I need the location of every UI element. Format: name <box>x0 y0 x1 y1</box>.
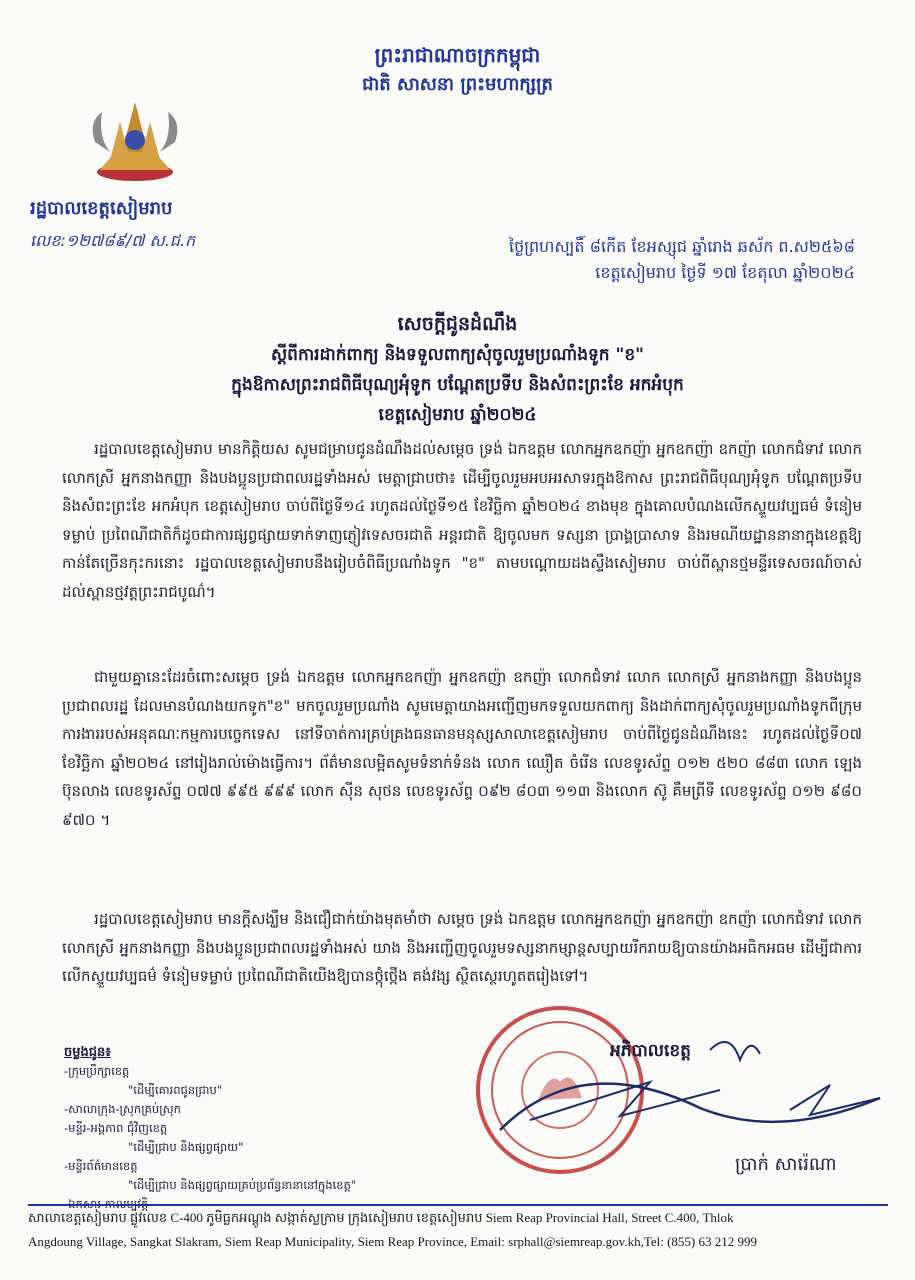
recipient-note: "ដើម្បីជ្រាប និងផ្សព្វផ្សាយ" <box>128 1140 244 1154</box>
footer-divider <box>28 1204 888 1206</box>
national-motto: ជាតិ សាសនា ព្រះមហាក្សត្រ <box>362 74 553 95</box>
governor-title: អភិបាលខេត្ត <box>610 1041 691 1061</box>
recipients-heading: ចម្លងជូន៖ <box>64 1045 111 1060</box>
subject-line-2: ក្នុងឱកាសព្រះរាជពិធីបុណ្យអុំទូក បណ្តែតប្រទីប និងសំពះព្រះខែ អកអំបុក <box>231 375 684 395</box>
lunar-date: ថ្ងៃព្រហស្បតិ៍ ៨កើត ខែអស្សុជ ឆ្នាំរោង ឆស័ក ព.ស២៥៦៨ <box>509 237 855 256</box>
signer-name: ប្រាក់ សារ៉េណា <box>735 1154 837 1175</box>
body-paragraph-3: រដ្ឋបាលខេត្តសៀមរាប មានក្តីសង្ឃឹម និងជឿជាក់យ៉ាងមុតមាំថា សម្តេច ទ្រង់ ឯកឧត្តម លោកអ្នកឧកញ៉ា អ្នកឧកញ៉ា ឧកញ៉ា លោកជំទាវ លោក លោកស្រី អ្នកនាងកញ្ញា និងបងប្អូនប្រជាពលរដ្ឋទាំងអស់ យាង និងអញ្ជើញចូលរួមទស្សនាកម្សាន្តសប្បាយរីករាយឱ្យបានយ៉ាងអធិកអធម ដើម្បីជាការលើកស្ទួយវប្បធម៌ ទំនៀមទម្លាប់ ប្រពៃណីជាតិយើងឱ្យបានថ្កុំថ្កើង គង់វង្ស ស្ថិតស្ថេរហូតតរៀងទៅ។ <box>62 910 862 985</box>
recipients-list <box>64 1062 356 1214</box>
subject-line-1: ស្តីពីការដាក់ពាក្យ និងទទួលពាក្យសុំចូលរួមប្រណាំងទូក "ខ" <box>270 345 645 365</box>
recipient-item: -មន្ទីរព័ត៌មានខេត្ត <box>64 1159 138 1173</box>
recipient-note: "ដើម្បីគោរពជូនជ្រាប" <box>128 1083 223 1097</box>
recipient-item: -សាលាក្រុង-ស្រុកគ្រប់ស្រុក <box>64 1102 181 1116</box>
provincial-emblem-icon <box>80 82 190 192</box>
footer-address-line-1: សាលាខេត្តសៀមរាប ផ្លូវលេខ C-400 ភូមិធ្លកអណ្តូង សង្កាត់ស្លក្រាម ក្រុងសៀមរាប ខេត្តសៀមរាប Siem Reap Provincial Hall, Street C.400, Thlok <box>28 1210 734 1225</box>
recipient-item: -មន្ទីរ-អង្គភាព ជុំវិញខេត្ត <box>64 1121 168 1135</box>
body-paragraph-2: ជាមួយគ្នានេះដែរចំពោះសម្តេច ទ្រង់ ឯកឧត្តម លោកអ្នកឧកញ៉ា អ្នកឧកញ៉ា ឧកញ៉ា លោកជំទាវ លោក លោកស្រី អ្នកនាងកញ្ញា និងបងប្អូនប្រជាពលរដ្ឋ ដែលមានបំណងយកទូក"ខ" មកចូលរួមប្រណាំង សូមមេត្តាយាងអញ្ជើញមកទទួលយកពាក្យ និងដាក់ពាក្យសុំចូលរួមប្រណាំងទូកពីក្រុមការងាររបស់អនុគណៈកម្មការបច្ចេកទេស នៅទីចាត់ការគ្រប់គ្រងធនធានមនុស្សសាលាខេត្តសៀមរាប ចាប់ពីថ្ងៃជូនដំណឹងនេះ រហូតដល់ថ្ងៃទី០៧ ខែវិច្ឆិកា ឆ្នាំ២០២៤ នៅរៀងរាល់ម៉ោងធ្វើការ។ ព័ត៌មានលម្អិតសូមទំនាក់ទំនង លោក ឈឿត ចំរើន លេខទូរស័ព្ទ ០១២ ៥២០ ៨៨៣ លោក ឡេង ប៊ុនលាង លេខទូរស័ព្ទ ០៧៧ ៩៩៥ ៩៩៩ លោក ស៊ីន សុថន លេខទូរស័ព្ទ ០៩២ ៨០៣ ១១៣ និងលោក ស៊ូ គឹមព្រីទី លេខទូរស័ព្ទ ០១២ ៩៨០ ៩៧០ ។ <box>62 668 862 829</box>
subject-line-3: ខេត្តសៀមរាប ឆ្នាំ២០២៤ <box>378 405 537 425</box>
issuer-name: រដ្ឋបាលខេត្តសៀមរាប <box>30 198 173 219</box>
document-title: សេចក្តីជូនដំណឹង <box>397 313 518 335</box>
footer-address-line-2: Angdoung Village, Sangkat Slakram, Siem Reap Municipality, Siem Reap Province, Email: srphall@siemreap.gov.kh,Tel: (855) 63 212 999 <box>28 1234 758 1249</box>
kingdom-heading: ព្រះរាជាណាចក្រកម្ពុជា <box>374 43 541 67</box>
recipient-item: -ក្រុមប្រឹក្សាខេត្ត <box>64 1064 130 1078</box>
official-stamp-icon <box>460 990 910 1190</box>
reference-number: លេខ:១២៧៨៩/៧ ស.ជ.ក <box>30 231 196 250</box>
body-paragraph-1: រដ្ឋបាលខេត្តសៀមរាប មានកិត្តិយស សូមជម្រាបជូនដំណឹងដល់សម្តេច ទ្រង់ ឯកឧត្តម លោកអ្នកឧកញ៉ា អ្នកឧកញ៉ា ឧកញ៉ា លោកជំទាវ លោក លោកស្រី អ្នកនាងកញ្ញា និងបងប្អូនប្រជាពលរដ្ឋទាំងអស់ មេត្តាជ្រាបថា៖ ដើម្បីចូលរួមអបអរសាទរក្នុងឱកាស ព្រះរាជពិធីបុណ្យអុំទូក បណ្តែតប្រទីប និងសំពះព្រះខែ អកអំបុក ខេត្តសៀមរាប ចាប់ពីថ្ងៃទី១៤ រហូតដល់ថ្ងៃទី១៥ ខែវិច្ឆិកា ឆ្នាំ២០២៤ ខាងមុខ ក្នុងគោលបំណងលើកស្ទួយវប្បធម៌ ទំនៀមទម្លាប់ ប្រពៃណីជាតិក៏ដូចជាការផ្សព្វផ្សាយទាក់ទាញភ្ញៀវទេសចរជាតិ អន្តរជាតិ ឱ្យចូលមក ទស្សនា ប្រាង្គប្រាសាទ និងរមណីយដ្ឋាននានាក្នុងខេត្តឱ្យកាន់តែច្រើនកុះករនោះ រដ្ឋបាលខេត្តសៀមរាបនឹងរៀបចំពិធីប្រណាំងទូក "ខ" តាមបណ្តោយដងស្ទឹងសៀមរាប ចាប់ពីស្ពានថ្មមន្ទីរទេសចរណ៍ចាស់ ដល់ស្ពានថ្មវត្តព្រះរាជបូណ៌។ <box>62 440 862 601</box>
solar-date: ខេត្តសៀមរាប ថ្ងៃទី ១៧ ខែតុលា ឆ្នាំ២០២៤ <box>595 263 855 282</box>
recipient-note: "ដើម្បីជ្រាប និងផ្សព្វផ្សាយគ្រប់ប្រព័ន្ធនានានៅក្នុងខេត្ត" <box>128 1178 357 1192</box>
